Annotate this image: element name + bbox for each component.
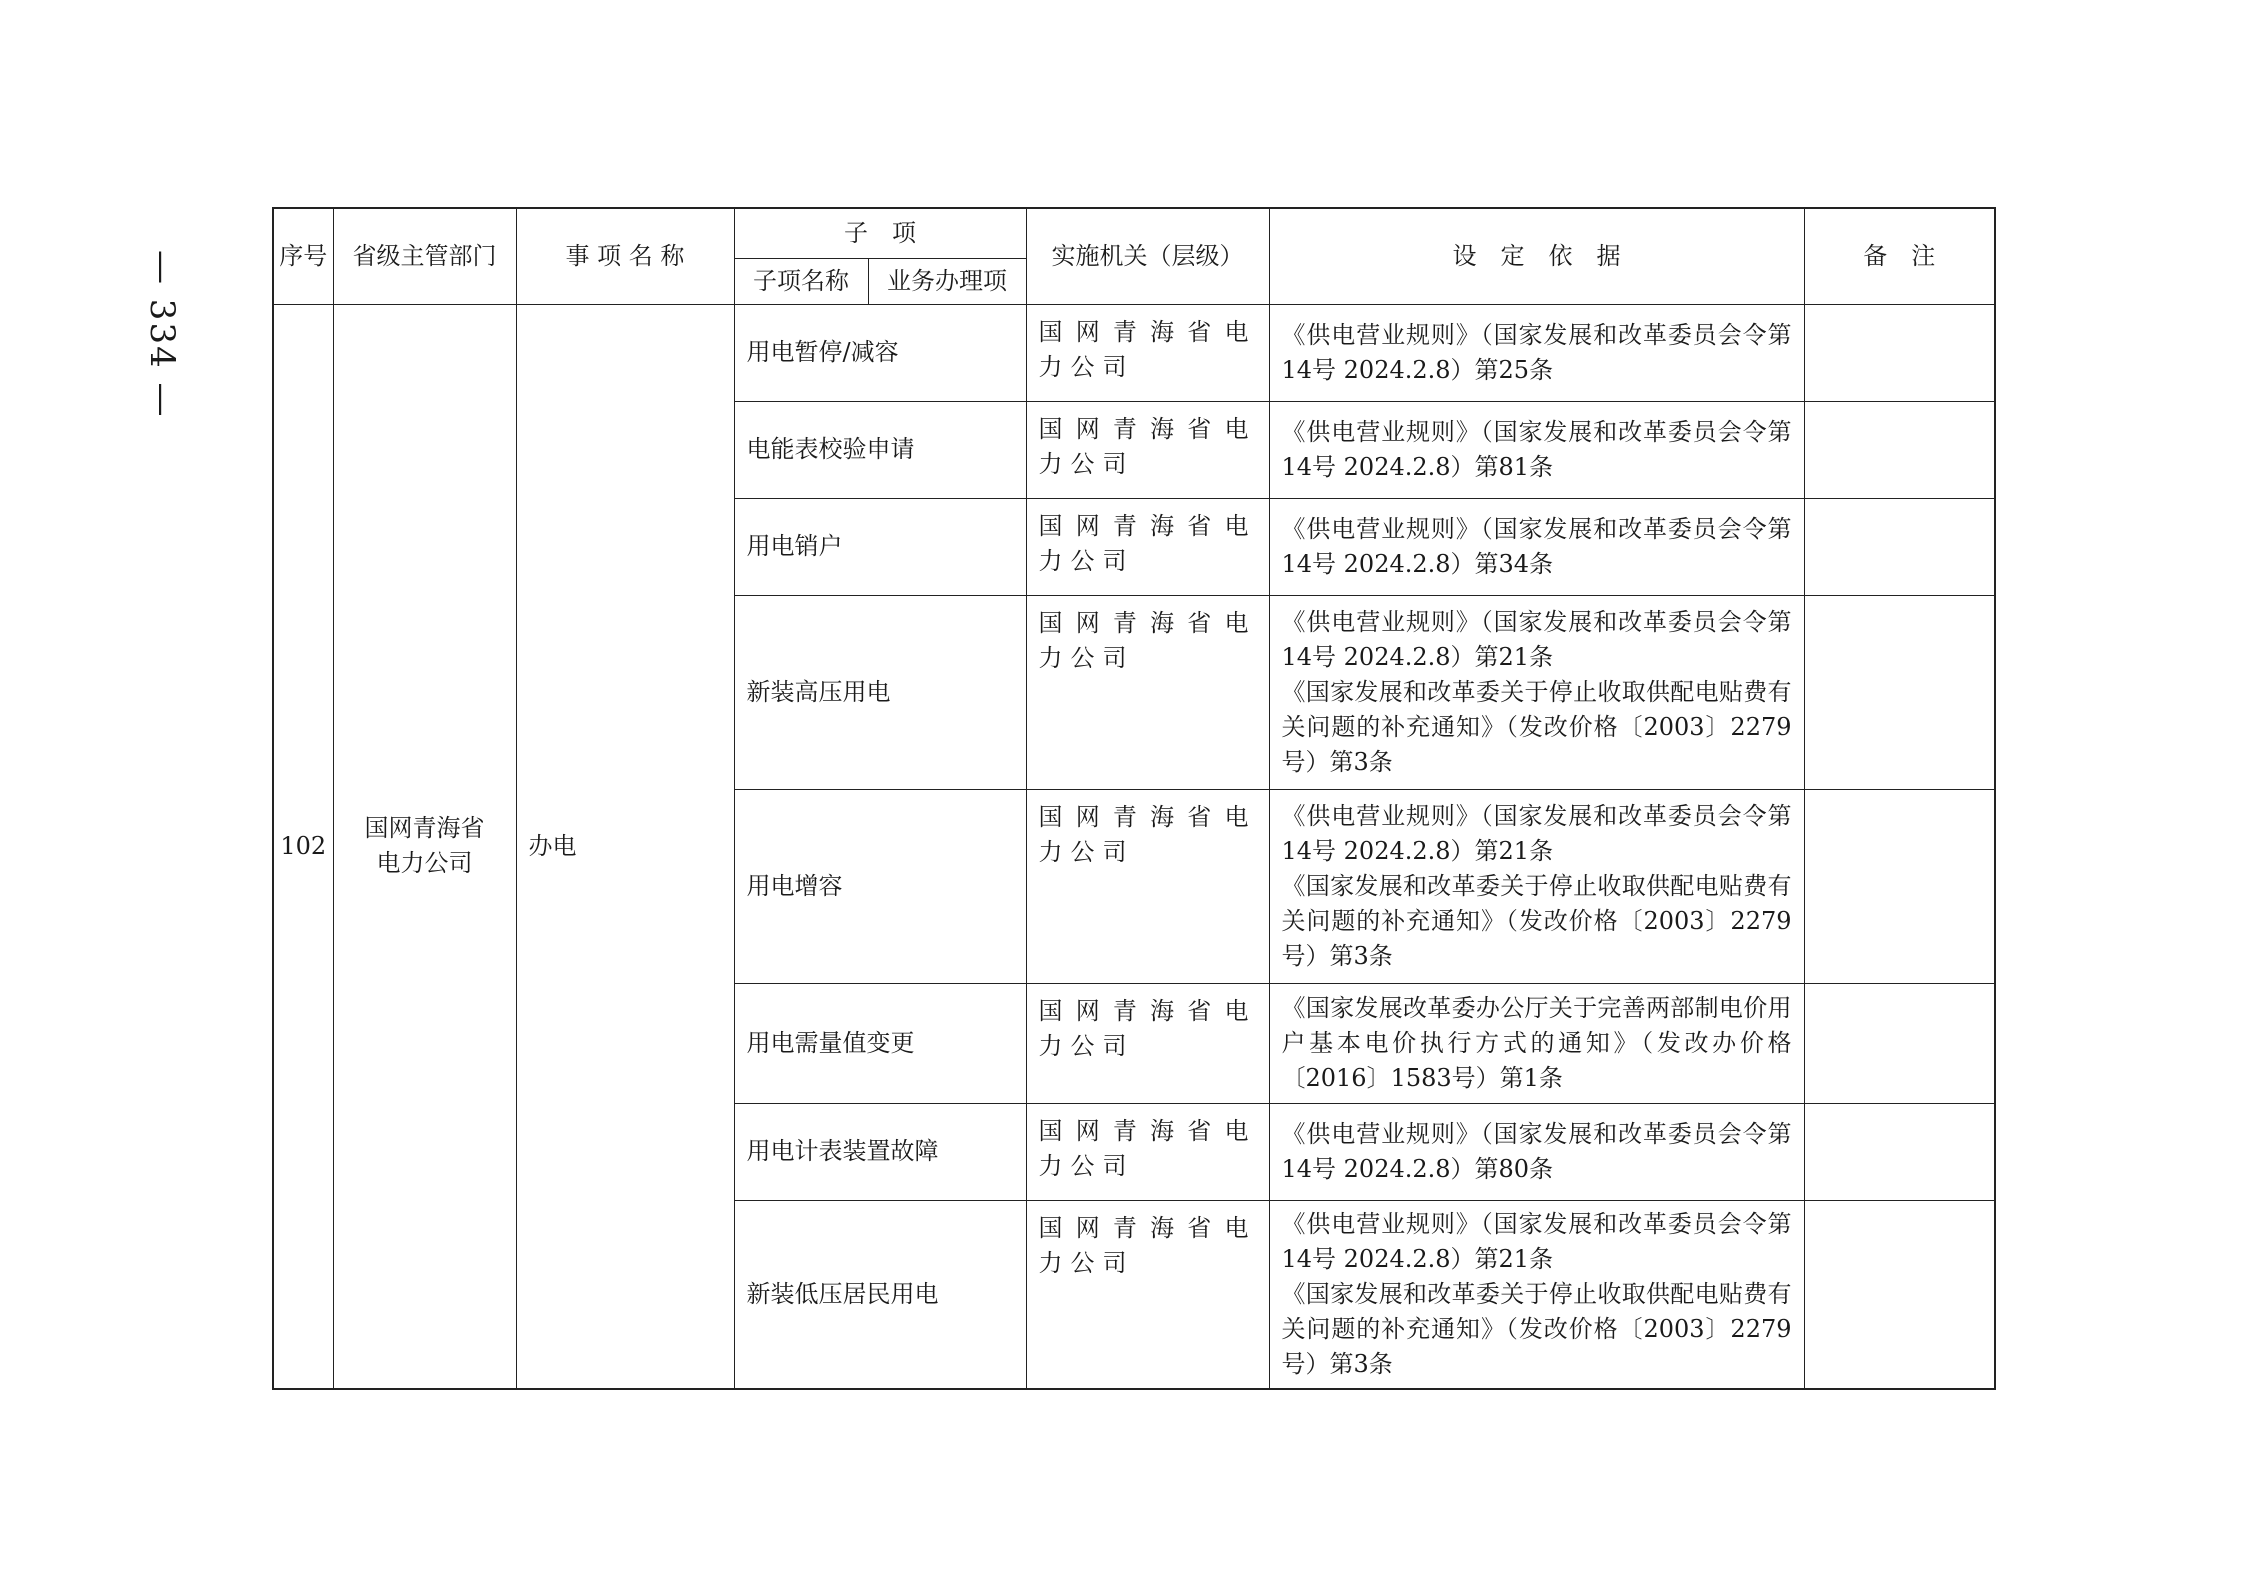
header-agency: 实施机关（层级）: [1026, 208, 1269, 304]
basis-line: 《供电营业规则》（国家发展和改革委员会令第14号 2024.2.8）第34条: [1281, 514, 1792, 578]
cell-dept: 国网青海省电力公司: [333, 304, 516, 1389]
cell-basis: [1269, 1103, 1804, 1200]
cell-agency: 国网青海省电力公司: [1026, 1103, 1269, 1200]
cell-sub-name: 用电计表装置故障: [734, 1103, 1026, 1200]
cell-basis: [1269, 983, 1804, 1103]
header-item-name: 事 项 名 称: [516, 208, 734, 304]
header-basis: 设 定 依 据: [1269, 208, 1804, 304]
cell-agency: 国网青海省电力公司: [1026, 789, 1269, 983]
matters-table: [272, 207, 1996, 1390]
cell-agency: 国网青海省电力公司: [1026, 498, 1269, 595]
basis-line: 《供电营业规则》（国家发展和改革委员会令第14号 2024.2.8）第80条: [1281, 1119, 1792, 1183]
cell-note: [1804, 789, 1995, 983]
basis-line: 《供电营业规则》（国家发展和改革委员会令第14号 2024.2.8）第21条: [1281, 607, 1792, 671]
cell-note: [1804, 983, 1995, 1103]
table-row: [273, 304, 1995, 401]
cell-basis: [1269, 304, 1804, 401]
header-note: 备 注: [1804, 208, 1995, 304]
cell-sub-name: 用电销户: [734, 498, 1026, 595]
cell-sub-name: 用电增容: [734, 789, 1026, 983]
cell-note: [1804, 304, 1995, 401]
cell-note: [1804, 498, 1995, 595]
basis-line: 《国家发展和改革委关于停止收取供配电贴费有关问题的补充通知》（发改价格〔2003〕2279号）第3条: [1281, 871, 1792, 970]
basis-line: 《国家发展改革委办公厅关于完善两部制电价用户基本电价执行方式的通知》（发改办价格〔2016〕1583号）第1条: [1281, 993, 1792, 1092]
cell-basis: [1269, 1200, 1804, 1389]
cell-agency: 国网青海省电力公司: [1026, 1200, 1269, 1389]
basis-line: 《供电营业规则》（国家发展和改革委员会令第14号 2024.2.8）第81条: [1281, 417, 1792, 481]
cell-note: [1804, 401, 1995, 498]
page-number: — 334 —: [142, 250, 182, 419]
header-business: 业务办理项: [868, 258, 1026, 304]
cell-sub-name: 新装高压用电: [734, 595, 1026, 789]
cell-sub-name: 新装低压居民用电: [734, 1200, 1026, 1389]
cell-item-name: 办电: [516, 304, 734, 1389]
header-sub-name: 子项名称: [734, 258, 868, 304]
cell-basis: [1269, 595, 1804, 789]
cell-basis: [1269, 498, 1804, 595]
cell-note: [1804, 595, 1995, 789]
cell-basis: [1269, 401, 1804, 498]
cell-note: [1804, 1103, 1995, 1200]
basis-line: 《国家发展和改革委关于停止收取供配电贴费有关问题的补充通知》（发改价格〔2003〕2279号）第3条: [1281, 677, 1792, 776]
cell-seq: 102: [273, 304, 333, 1389]
cell-agency: 国网青海省电力公司: [1026, 304, 1269, 401]
basis-line: 《国家发展和改革委关于停止收取供配电贴费有关问题的补充通知》（发改价格〔2003〕2279号）第3条: [1281, 1279, 1792, 1378]
cell-sub-name: 用电需量值变更: [734, 983, 1026, 1103]
cell-agency: 国网青海省电力公司: [1026, 983, 1269, 1103]
cell-sub-name: 电能表校验申请: [734, 401, 1026, 498]
header-dept: 省级主管部门: [333, 208, 516, 304]
table-body: [273, 304, 1995, 1389]
basis-line: 《供电营业规则》（国家发展和改革委员会令第14号 2024.2.8）第21条: [1281, 801, 1792, 865]
basis-line: 《供电营业规则》（国家发展和改革委员会令第14号 2024.2.8）第21条: [1281, 1209, 1792, 1273]
cell-agency: 国网青海省电力公司: [1026, 595, 1269, 789]
cell-basis: [1269, 789, 1804, 983]
cell-note: [1804, 1200, 1995, 1389]
cell-agency: 国网青海省电力公司: [1026, 401, 1269, 498]
header-seq: 序号: [273, 208, 333, 304]
basis-line: 《供电营业规则》（国家发展和改革委员会令第14号 2024.2.8）第25条: [1281, 320, 1792, 384]
header-sub: 子 项: [734, 208, 1026, 258]
cell-sub-name: 用电暂停/减容: [734, 304, 1026, 401]
